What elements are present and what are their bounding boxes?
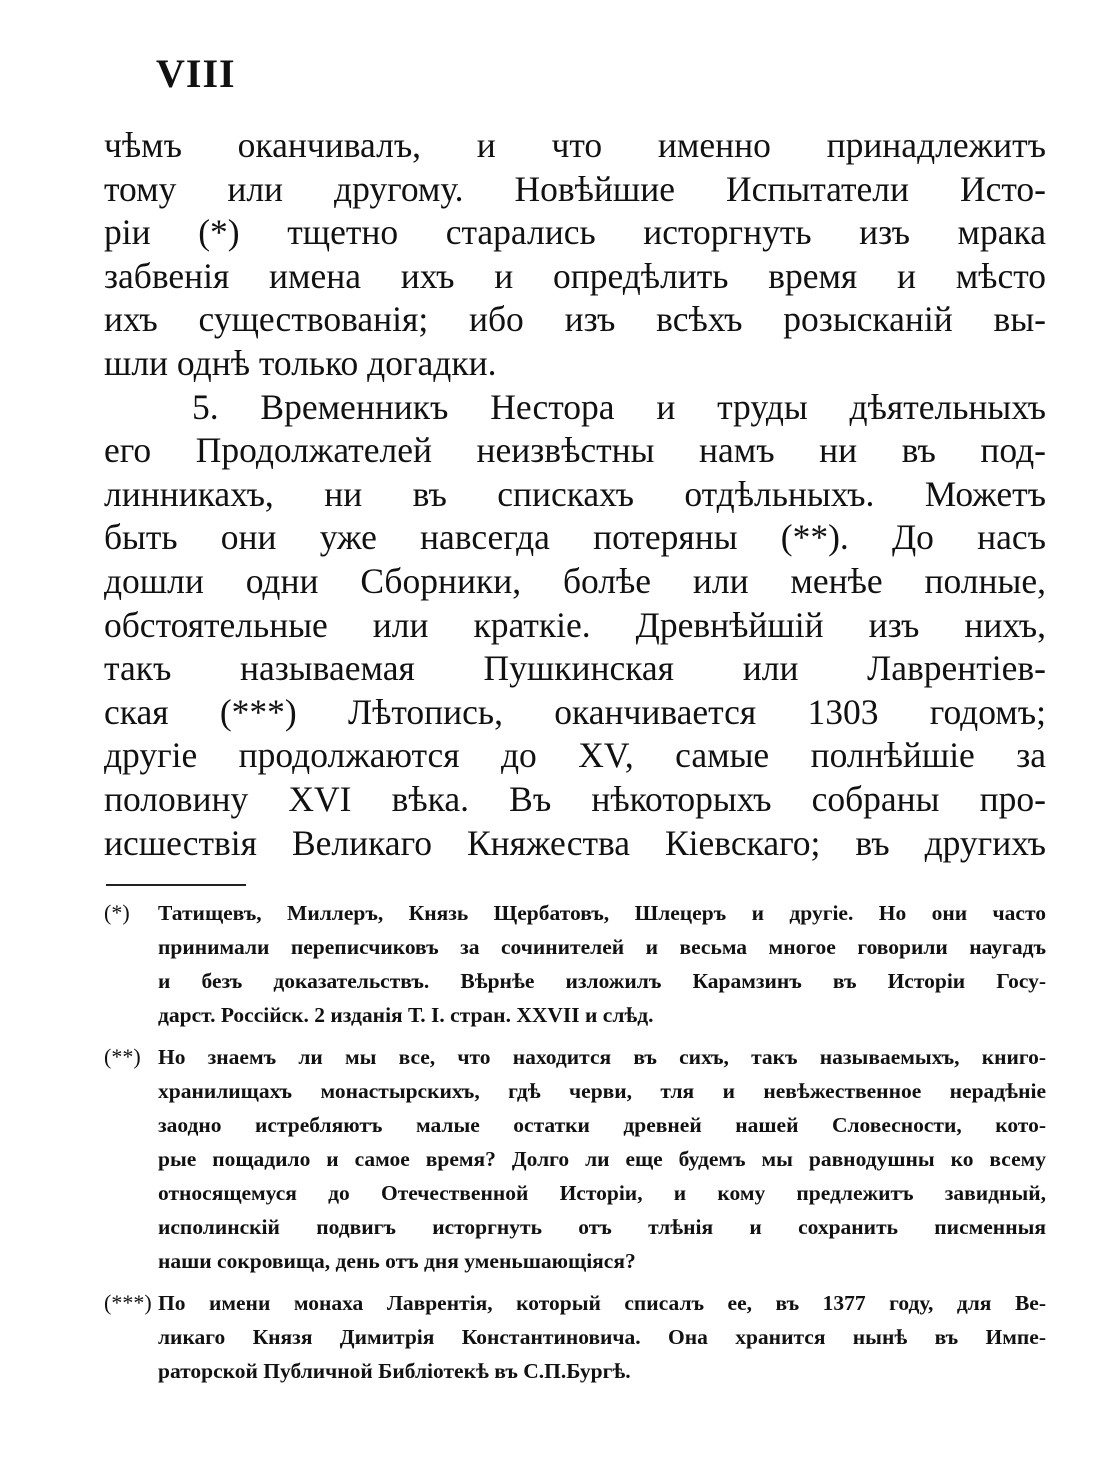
footnote-line: заодно истребляютъ малые остатки древней нашей Словесности, кото- xyxy=(158,1113,1046,1137)
footnote-line: и безъ доказательствъ. Вѣрнѣе изложилъ Карамзинъ въ Исторіи Госу- xyxy=(158,969,1046,993)
text-line: исшествія Великаго Княжества Кіевскаго; въ другихъ xyxy=(104,822,1046,863)
text-line: быть они уже навсегда потеряны (**). До насъ xyxy=(104,517,1046,558)
footnote-line: хранилищахъ монастырскихъ, гдѣ черви, тля и невѣжественное нерадѣніе xyxy=(158,1079,1046,1103)
text-line: такъ называемая Пушкинская или Лаврентіев- xyxy=(104,648,1046,689)
footnote-line: рые пощадило и самое время? Долго ли еще будемъ мы равнодушны ко всему xyxy=(158,1147,1046,1171)
footnote-line: принимали переписчиковъ за сочинителей и весьма многое говорили наугадъ xyxy=(158,935,1046,959)
footnote-3 xyxy=(104,1286,1046,1388)
text-line: чѣмъ оканчивалъ, и что именно принадлежитъ xyxy=(104,125,1046,165)
footnote-line: исполинскій подвигъ исторгнуть отъ тлѣнія и сохранить писменныя xyxy=(158,1215,1046,1239)
text-line: обстоятельные или краткіе. Древнѣйшій изъ нихъ, xyxy=(104,604,1046,645)
main-text xyxy=(104,124,1046,865)
text-line: дошли одни Сборники, болѣе или менѣе полные, xyxy=(104,560,1046,601)
text-line: другіе продолжаются до XV, самые полнѣйшіе за xyxy=(104,735,1046,776)
footnote-marker: (*) xyxy=(104,900,130,925)
footnote-2 xyxy=(104,1040,1046,1278)
footnote-divider xyxy=(106,884,246,886)
text-line: ріи (*) тщетно старались исторгнуть изъ мрака xyxy=(104,212,1046,253)
text-line: половину XVI вѣка. Въ нѣкоторыхъ собраны про- xyxy=(104,778,1046,819)
footnote-line: относящемуся до Отечественной Исторіи, и кому предлежитъ завидный, xyxy=(158,1181,1046,1205)
footnote-1 xyxy=(104,896,1046,1032)
footnote-marker: (***) xyxy=(104,1290,152,1315)
footnote-marker: (**) xyxy=(104,1044,141,1069)
footnote-line: ликаго Князя Димитрія Константиновича. Она хранится нынѣ въ Импе- xyxy=(158,1325,1046,1349)
footnote-line: Но знаемъ ли мы все, что находится въ сихъ, такъ называемыхъ, книго- xyxy=(158,1045,1046,1069)
text-line: забвенія имена ихъ и опредѣлить время и мѣсто xyxy=(104,255,1046,296)
footnote-line: Татищевъ, Миллеръ, Князь Щербатовъ, Шлецеръ и другіе. Но они часто xyxy=(158,901,1046,925)
text-line: линникахъ, ни въ спискахъ отдѣльныхъ. Можетъ xyxy=(104,473,1046,514)
footnote-line: раторской Публичной Библіотекѣ въ С.П.Бургѣ. xyxy=(158,1359,631,1383)
text-line: шли однѣ только догадки. xyxy=(104,342,497,383)
footnote-line: По имени монаха Лаврентія, который списалъ ее, въ 1377 году, для Ве- xyxy=(158,1291,1046,1315)
text-line: его Продолжателей неизвѣстны намъ ни въ под- xyxy=(104,430,1046,471)
page-number: VIII xyxy=(156,51,236,96)
paragraph-5-start: 5. Временникъ Нестора и труды дѣятельныхъ xyxy=(192,386,1046,427)
text-line: тому или другому. Новѣйшие Испытатели Исто- xyxy=(104,168,1046,209)
footnote-line: дарст. Россійск. 2 изданія Т. I. стран. XXVII и слѣд. xyxy=(158,1003,654,1027)
footnotes xyxy=(104,896,1046,1396)
text-line: ская (***) Лѣтопись, оканчивается 1303 годомъ; xyxy=(104,691,1046,732)
text-line: ихъ существованія; ибо изъ всѣхъ розысканій вы- xyxy=(104,299,1046,340)
footnote-line: наши сокровища, день отъ дня уменьшающіяся? xyxy=(158,1249,636,1273)
